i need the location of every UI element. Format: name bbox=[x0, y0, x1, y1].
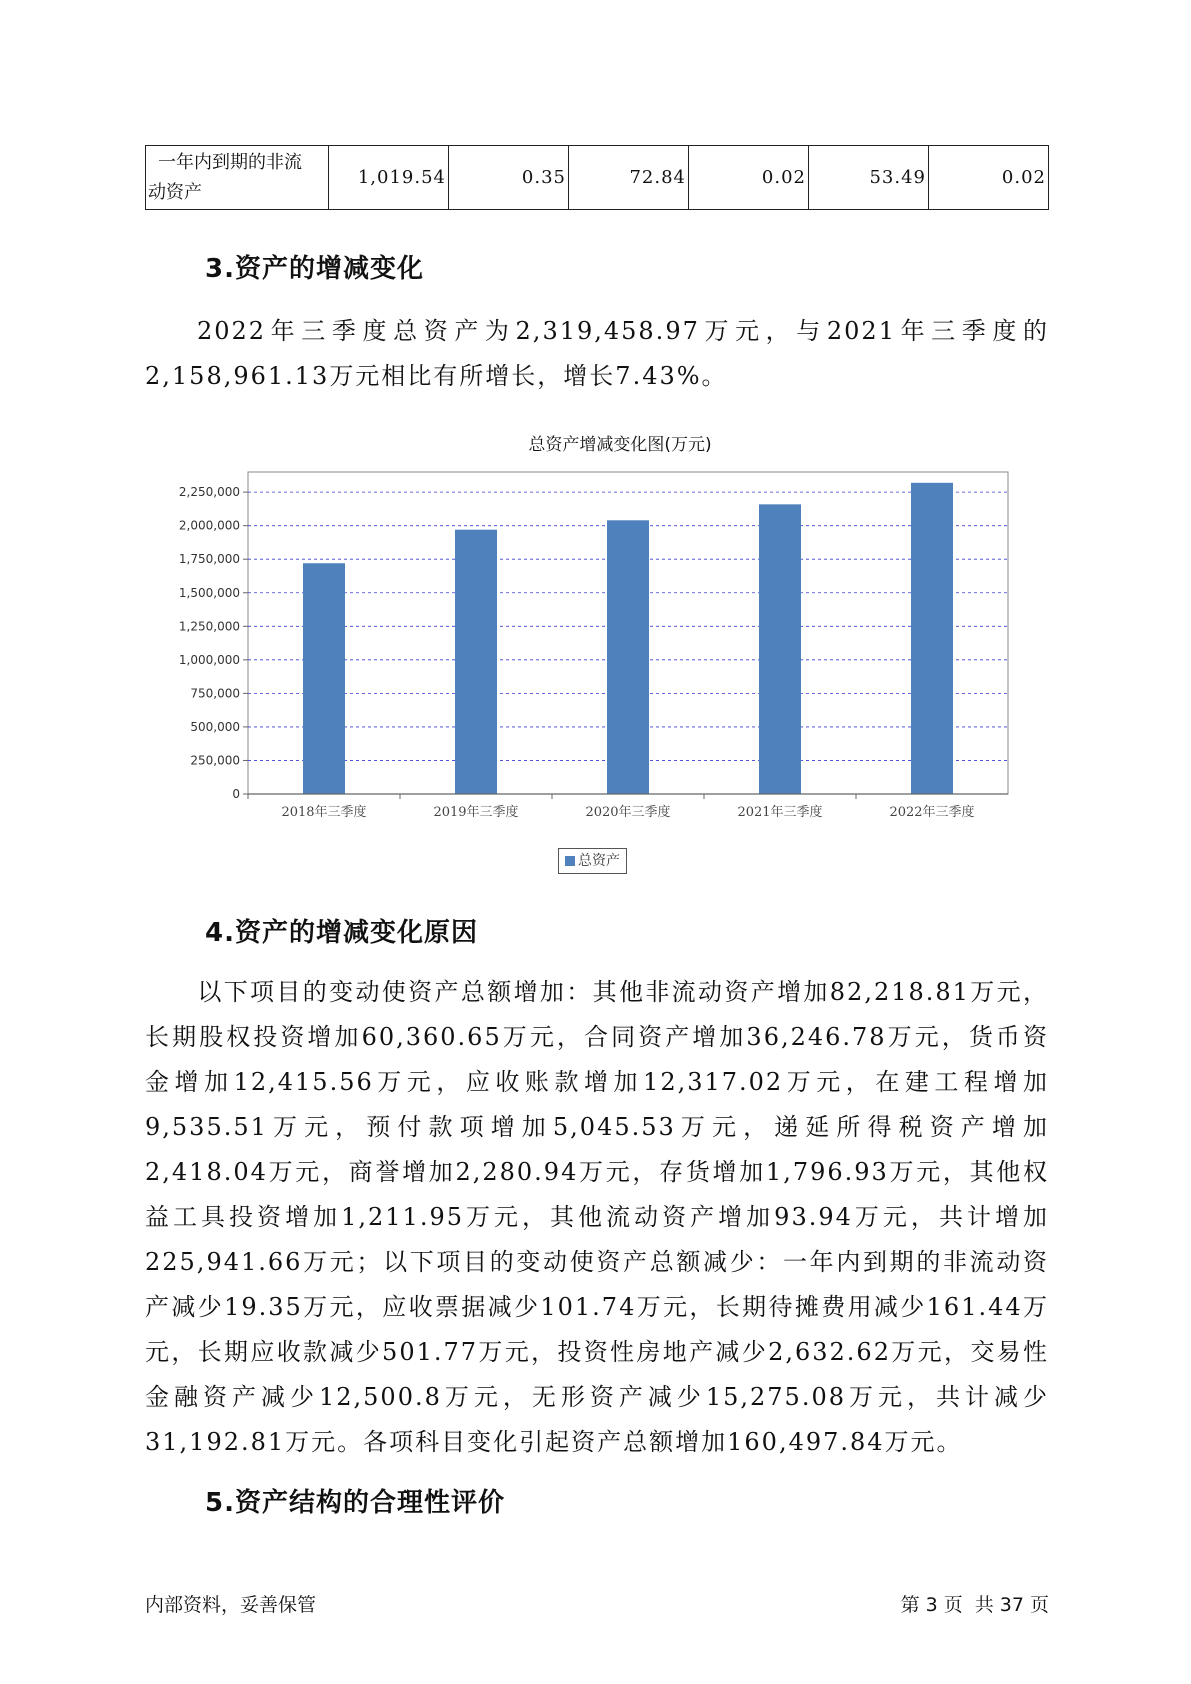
bar bbox=[455, 530, 497, 794]
bar bbox=[607, 520, 649, 794]
total-suffix: 页 bbox=[1029, 1594, 1049, 1616]
y-tick-label: 2,000,000 bbox=[178, 518, 240, 533]
section3-text: 2022年三季度总资产为2,319,458.97万元，与2021年三季度的2,158,961.13万元相比有所增长，增长7.43%。 bbox=[145, 317, 1049, 390]
x-tick-label: 2020年三季度 bbox=[585, 805, 671, 820]
table-cell: 72.84 bbox=[569, 146, 689, 210]
y-tick-label: 250,000 bbox=[190, 753, 240, 768]
section-heading-4: 4.资产的增减变化原因 bbox=[205, 918, 478, 948]
section-heading-5: 5.资产结构的合理性评价 bbox=[205, 1488, 505, 1518]
footer-confidential: 内部资料，妥善保管 bbox=[145, 1594, 317, 1616]
section-heading-3: 3.资产的增减变化 bbox=[205, 254, 424, 284]
total-pages: 37 bbox=[999, 1594, 1024, 1616]
table-row bbox=[146, 146, 1049, 210]
asset-table-fragment bbox=[145, 145, 1049, 210]
y-tick-label: 750,000 bbox=[190, 686, 240, 701]
chart-title: 总资产增减变化图(万元) bbox=[528, 435, 712, 455]
section4-text: 以下项目的变动使资产总额增加：其他非流动资产增加82,218.81万元，长期股权投资增加60,360.65万元，合同资产增加36,246.78万元，货币资金增加12,415.56万元，应收账款增加12,317.02万元，在建工程增加9,535.51万元，预付款项增加5,045.53万元，递延所得税资产增加2,418.04万元，商誉增加2,280.94万元，存货增加1,796.93万元，其他权益工具投资增加1,211.95万元，其他流动资产增加93.94万元，共计增加225,941.66万元；以下项目的变动使资产总额减少：一年内到期的非流动资产减少19.35万元，应收票据减少101.74万元，长期待摊费用减少161.44万元，长期应收款减少501.77万元，投资性房地产减少2,632.62万元，交易性金融资产减少12,500.8万元，无形资产减少15,275.08万元，共计减少31,192.81万元。各项科目变化引起资产总额增加160,497.84万元。 bbox=[145, 978, 1049, 1456]
page-number: 3 bbox=[925, 1594, 938, 1616]
total-prefix: 共 bbox=[974, 1594, 994, 1616]
page-prefix: 第 bbox=[900, 1594, 920, 1616]
section3-paragraph bbox=[145, 309, 1049, 399]
x-tick-label: 2019年三季度 bbox=[433, 805, 519, 820]
bar bbox=[759, 504, 801, 794]
y-tick-label: 1,000,000 bbox=[178, 652, 240, 667]
legend-label: 总资产 bbox=[578, 853, 620, 869]
bar bbox=[911, 483, 953, 794]
legend-swatch bbox=[565, 856, 575, 866]
bar bbox=[303, 563, 345, 794]
y-tick-label: 2,250,000 bbox=[178, 485, 240, 500]
y-tick-label: 500,000 bbox=[190, 719, 240, 734]
table-cell: 0.35 bbox=[449, 146, 569, 210]
table-cell: 1,019.54 bbox=[329, 146, 449, 210]
y-tick-label: 0 bbox=[232, 787, 240, 801]
chart-legend bbox=[558, 848, 627, 874]
row-label bbox=[146, 146, 329, 210]
x-tick-label: 2018年三季度 bbox=[281, 805, 367, 820]
total-assets-bar-chart bbox=[160, 460, 1020, 845]
y-tick-label: 1,750,000 bbox=[178, 552, 240, 567]
y-tick-label: 1,250,000 bbox=[178, 619, 240, 634]
section4-paragraph bbox=[145, 970, 1049, 1465]
row-label-line2: 动资产 bbox=[148, 181, 202, 203]
table-cell: 53.49 bbox=[809, 146, 929, 210]
x-tick-label: 2021年三季度 bbox=[737, 805, 823, 820]
table-cell: 0.02 bbox=[929, 146, 1049, 210]
table-cell: 0.02 bbox=[689, 146, 809, 210]
row-label-line1: 一年内到期的非流 bbox=[158, 151, 302, 173]
page-word: 页 bbox=[943, 1594, 963, 1616]
footer-page-info bbox=[895, 1590, 1049, 1617]
x-tick-label: 2022年三季度 bbox=[889, 805, 975, 820]
y-tick-label: 1,500,000 bbox=[178, 585, 240, 600]
